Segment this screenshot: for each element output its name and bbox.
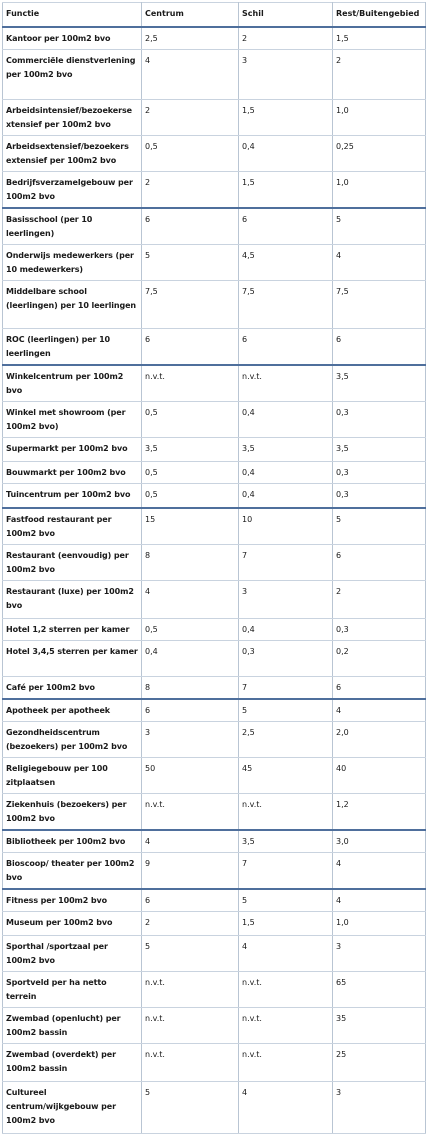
table-row bbox=[3, 793, 426, 830]
cell-rest: 1,0 bbox=[333, 172, 426, 209]
cell-functie: Basisschool (per 10 leerlingen) bbox=[3, 208, 142, 245]
cell-centrum: 9 bbox=[142, 852, 239, 889]
cell-schil: 7 bbox=[239, 676, 333, 699]
table-row bbox=[3, 27, 426, 50]
table-row bbox=[3, 438, 426, 462]
cell-schil: 10 bbox=[239, 508, 333, 545]
cell-schil: 6 bbox=[239, 208, 333, 245]
cell-rest: 3 bbox=[333, 935, 426, 971]
cell-centrum: 0,4 bbox=[142, 640, 239, 676]
cell-centrum: 6 bbox=[142, 208, 239, 245]
cell-schil: 0,4 bbox=[239, 462, 333, 484]
cell-centrum: 0,5 bbox=[142, 618, 239, 640]
table-row bbox=[3, 935, 426, 971]
cell-rest: 40 bbox=[333, 757, 426, 793]
cell-schil: 3,5 bbox=[239, 830, 333, 853]
cell-centrum: 0,5 bbox=[142, 484, 239, 508]
table-row bbox=[3, 50, 426, 100]
cell-functie: Onderwijs medewerkers (per 10 medewerkers) bbox=[3, 245, 142, 281]
cell-rest: 2 bbox=[333, 50, 426, 100]
cell-rest: 2,0 bbox=[333, 721, 426, 757]
cell-rest: 5 bbox=[333, 508, 426, 545]
table-row bbox=[3, 757, 426, 793]
header-centrum: Centrum bbox=[142, 3, 239, 28]
cell-schil: 2,5 bbox=[239, 721, 333, 757]
cell-rest: 1,0 bbox=[333, 100, 426, 136]
cell-functie: Religiegebouw per 100 zitplaatsen bbox=[3, 757, 142, 793]
cell-centrum: 7,5 bbox=[142, 281, 239, 329]
cell-rest: 1,0 bbox=[333, 911, 426, 935]
cell-functie: Middelbare school (leerlingen) per 10 leerlingen bbox=[3, 281, 142, 329]
cell-functie: Arbeidsintensief/bezoekerse xtensief per 100m2 bvo bbox=[3, 100, 142, 136]
table-row bbox=[3, 245, 426, 281]
cell-rest: 5 bbox=[333, 208, 426, 245]
cell-centrum: 6 bbox=[142, 889, 239, 912]
cell-schil: 1,5 bbox=[239, 100, 333, 136]
table-row bbox=[3, 640, 426, 676]
table-row bbox=[3, 618, 426, 640]
cell-centrum: 4 bbox=[142, 830, 239, 853]
table-header-row bbox=[3, 3, 426, 28]
table-row bbox=[3, 721, 426, 757]
cell-functie: Fitness per 100m2 bvo bbox=[3, 889, 142, 912]
header-schil: Schil bbox=[239, 3, 333, 28]
cell-functie: Winkelcentrum per 100m2 bvo bbox=[3, 365, 142, 402]
table-row bbox=[3, 911, 426, 935]
cell-centrum: 0,5 bbox=[142, 402, 239, 438]
table-row bbox=[3, 830, 426, 853]
cell-rest: 1,5 bbox=[333, 27, 426, 50]
cell-schil: 0,4 bbox=[239, 136, 333, 172]
cell-centrum: 0,5 bbox=[142, 136, 239, 172]
cell-schil: 4 bbox=[239, 1081, 333, 1133]
cell-schil: 3,5 bbox=[239, 438, 333, 462]
cell-functie: Ziekenhuis (bezoekers) per 100m2 bvo bbox=[3, 793, 142, 830]
cell-functie: Bibliotheek per 100m2 bvo bbox=[3, 830, 142, 853]
cell-centrum: 6 bbox=[142, 329, 239, 366]
table-row bbox=[3, 172, 426, 209]
cell-rest: 6 bbox=[333, 676, 426, 699]
cell-functie: Fastfood restaurant per 100m2 bvo bbox=[3, 508, 142, 545]
cell-centrum: 15 bbox=[142, 508, 239, 545]
cell-rest: 7,5 bbox=[333, 281, 426, 329]
table-row bbox=[3, 1007, 426, 1043]
cell-functie: Arbeidsextensief/bezoekers extensief per 100m2 bvo bbox=[3, 136, 142, 172]
cell-rest: 0,25 bbox=[333, 136, 426, 172]
table-row bbox=[3, 889, 426, 912]
cell-centrum: 4 bbox=[142, 580, 239, 618]
cell-functie: Hotel 1,2 sterren per kamer bbox=[3, 618, 142, 640]
cell-functie: ROC (leerlingen) per 10 leerlingen bbox=[3, 329, 142, 366]
cell-centrum: 5 bbox=[142, 245, 239, 281]
cell-schil: 0,4 bbox=[239, 618, 333, 640]
cell-centrum: n.v.t. bbox=[142, 1043, 239, 1081]
header-rest: Rest/Buitengebied bbox=[333, 3, 426, 28]
cell-functie: Zwembad (openlucht) per 100m2 bassin bbox=[3, 1007, 142, 1043]
parking-norms-table bbox=[2, 2, 426, 1134]
cell-centrum: n.v.t. bbox=[142, 793, 239, 830]
cell-schil: 45 bbox=[239, 757, 333, 793]
cell-schil: 7,5 bbox=[239, 281, 333, 329]
cell-centrum: 3 bbox=[142, 721, 239, 757]
cell-schil: 3 bbox=[239, 50, 333, 100]
cell-schil: n.v.t. bbox=[239, 365, 333, 402]
cell-rest: 35 bbox=[333, 1007, 426, 1043]
cell-rest: 2 bbox=[333, 580, 426, 618]
cell-rest: 4 bbox=[333, 852, 426, 889]
cell-functie: Apotheek per apotheek bbox=[3, 699, 142, 722]
cell-rest: 4 bbox=[333, 889, 426, 912]
table-row bbox=[3, 281, 426, 329]
table-row bbox=[3, 676, 426, 699]
cell-functie: Tuincentrum per 100m2 bvo bbox=[3, 484, 142, 508]
table-row bbox=[3, 208, 426, 245]
table-row bbox=[3, 402, 426, 438]
cell-functie: Hotel 3,4,5 sterren per kamer bbox=[3, 640, 142, 676]
cell-rest: 4 bbox=[333, 699, 426, 722]
cell-schil: 1,5 bbox=[239, 911, 333, 935]
table-row bbox=[3, 580, 426, 618]
cell-functie: Sporthal /sportzaal per 100m2 bvo bbox=[3, 935, 142, 971]
cell-centrum: n.v.t. bbox=[142, 1007, 239, 1043]
cell-schil: n.v.t. bbox=[239, 1043, 333, 1081]
cell-schil: 5 bbox=[239, 699, 333, 722]
cell-functie: Commerciële dienstverlening per 100m2 bvo bbox=[3, 50, 142, 100]
cell-rest: 1,2 bbox=[333, 793, 426, 830]
cell-functie: Kantoor per 100m2 bvo bbox=[3, 27, 142, 50]
header-functie: Functie bbox=[3, 3, 142, 28]
cell-schil: n.v.t. bbox=[239, 793, 333, 830]
cell-rest: 0,3 bbox=[333, 402, 426, 438]
cell-functie: Bouwmarkt per 100m2 bvo bbox=[3, 462, 142, 484]
cell-functie: Zwembad (overdekt) per 100m2 bassin bbox=[3, 1043, 142, 1081]
cell-centrum: 2 bbox=[142, 100, 239, 136]
table-row bbox=[3, 1081, 426, 1133]
cell-centrum: 3,5 bbox=[142, 438, 239, 462]
cell-centrum: 2 bbox=[142, 172, 239, 209]
cell-centrum: n.v.t. bbox=[142, 365, 239, 402]
cell-rest: 65 bbox=[333, 971, 426, 1007]
cell-functie: Restaurant (eenvoudig) per 100m2 bvo bbox=[3, 544, 142, 580]
table-row bbox=[3, 329, 426, 366]
cell-rest: 3 bbox=[333, 1081, 426, 1133]
cell-schil: 1,5 bbox=[239, 172, 333, 209]
cell-functie: Sportveld per ha netto terrein bbox=[3, 971, 142, 1007]
cell-schil: 0,4 bbox=[239, 484, 333, 508]
cell-centrum: 5 bbox=[142, 1081, 239, 1133]
table-row bbox=[3, 462, 426, 484]
cell-centrum: n.v.t. bbox=[142, 971, 239, 1007]
cell-schil: 2 bbox=[239, 27, 333, 50]
table-row bbox=[3, 852, 426, 889]
cell-functie: Winkel met showroom (per 100m2 bvo) bbox=[3, 402, 142, 438]
cell-centrum: 5 bbox=[142, 935, 239, 971]
cell-rest: 4 bbox=[333, 245, 426, 281]
cell-functie: Café per 100m2 bvo bbox=[3, 676, 142, 699]
cell-functie: Bedrijfsverzamelgebouw per 100m2 bvo bbox=[3, 172, 142, 209]
table-row bbox=[3, 484, 426, 508]
cell-schil: 3 bbox=[239, 580, 333, 618]
table-row bbox=[3, 544, 426, 580]
cell-centrum: 8 bbox=[142, 676, 239, 699]
cell-functie: Restaurant (luxe) per 100m2 bvo bbox=[3, 580, 142, 618]
cell-rest: 3,0 bbox=[333, 830, 426, 853]
cell-schil: 7 bbox=[239, 852, 333, 889]
cell-schil: 7 bbox=[239, 544, 333, 580]
cell-rest: 0,2 bbox=[333, 640, 426, 676]
cell-centrum: 4 bbox=[142, 50, 239, 100]
cell-schil: n.v.t. bbox=[239, 1007, 333, 1043]
cell-schil: n.v.t. bbox=[239, 971, 333, 1007]
cell-functie: Gezondheidscentrum (bezoekers) per 100m2 bvo bbox=[3, 721, 142, 757]
cell-centrum: 8 bbox=[142, 544, 239, 580]
cell-functie: Cultureel centrum/wijkgebouw per 100m2 bvo bbox=[3, 1081, 142, 1133]
cell-rest: 3,5 bbox=[333, 438, 426, 462]
cell-rest: 0,3 bbox=[333, 462, 426, 484]
cell-rest: 3,5 bbox=[333, 365, 426, 402]
table-row bbox=[3, 508, 426, 545]
cell-schil: 5 bbox=[239, 889, 333, 912]
cell-rest: 6 bbox=[333, 329, 426, 366]
cell-centrum: 50 bbox=[142, 757, 239, 793]
table-row bbox=[3, 699, 426, 722]
cell-functie: Bioscoop/ theater per 100m2 bvo bbox=[3, 852, 142, 889]
table-row bbox=[3, 1043, 426, 1081]
cell-schil: 4 bbox=[239, 935, 333, 971]
cell-rest: 6 bbox=[333, 544, 426, 580]
table-row bbox=[3, 136, 426, 172]
cell-centrum: 6 bbox=[142, 699, 239, 722]
table-body bbox=[3, 27, 426, 1133]
cell-rest: 25 bbox=[333, 1043, 426, 1081]
table-row bbox=[3, 100, 426, 136]
table-row bbox=[3, 365, 426, 402]
cell-schil: 4,5 bbox=[239, 245, 333, 281]
cell-schil: 6 bbox=[239, 329, 333, 366]
cell-schil: 0,3 bbox=[239, 640, 333, 676]
cell-functie: Museum per 100m2 bvo bbox=[3, 911, 142, 935]
cell-functie: Supermarkt per 100m2 bvo bbox=[3, 438, 142, 462]
cell-rest: 0,3 bbox=[333, 618, 426, 640]
table-row bbox=[3, 971, 426, 1007]
cell-rest: 0,3 bbox=[333, 484, 426, 508]
cell-schil: 0,4 bbox=[239, 402, 333, 438]
cell-centrum: 2,5 bbox=[142, 27, 239, 50]
cell-centrum: 0,5 bbox=[142, 462, 239, 484]
cell-centrum: 2 bbox=[142, 911, 239, 935]
